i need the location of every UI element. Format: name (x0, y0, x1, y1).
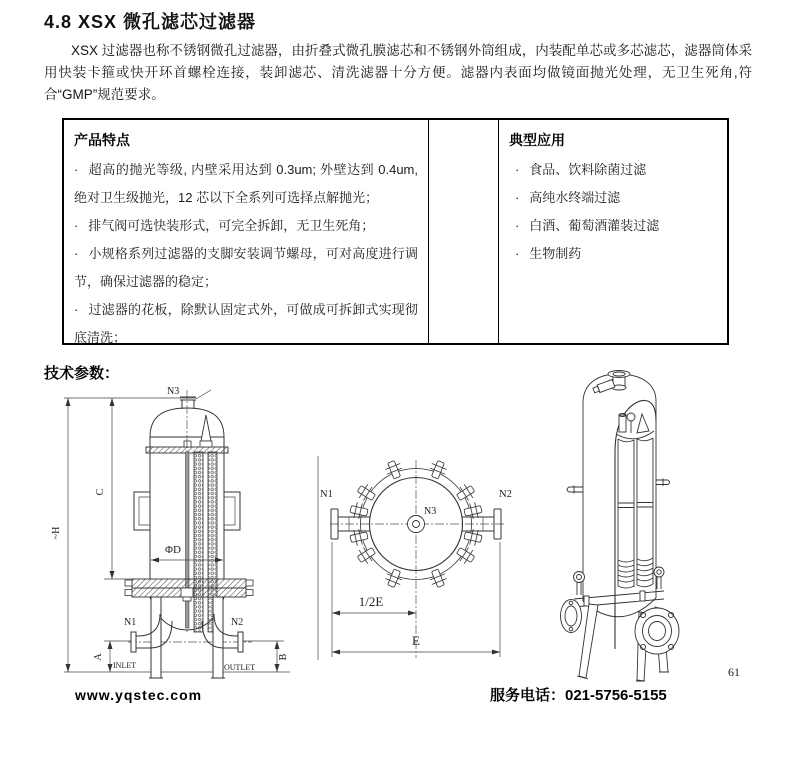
dim-label-e: E (412, 633, 420, 648)
list-item (509, 240, 717, 268)
bullet-dot: · (74, 162, 79, 177)
dim-label-h: ~H (51, 526, 62, 540)
side-view-drawing (40, 378, 310, 688)
bullet-dot: · (515, 162, 520, 177)
service-phone: 服务电话：021-5756-5155 (490, 687, 667, 704)
center-rod (186, 452, 190, 628)
features-header: 产品特点 (74, 132, 130, 148)
nozzle-n3-label: N3 (424, 506, 437, 517)
bullet-dot: · (515, 190, 520, 205)
list-item (74, 240, 418, 296)
features-applications-table (62, 118, 729, 345)
list-item (509, 212, 717, 240)
feature-text: 小规格系列过滤器的支脚安装调节螺母，可对高度进行调节，确保过滤器的稳定； (74, 246, 418, 289)
list-item (74, 156, 418, 212)
section-heading: 4.8 XSX 微孔滤芯过滤器 (44, 12, 257, 32)
inlet-label: INLET (113, 661, 137, 670)
applications-header: 典型应用 (509, 132, 565, 148)
bullet-dot: · (74, 246, 79, 261)
application-text: 高纯水终端过滤 (529, 190, 621, 205)
intro-paragraph: XSX 过滤器也称不锈钢微孔过滤器，由折叠式微孔膜滤芯和不锈钢外筒组成，内装配单芯或多芯滤芯，滤器筒体采用快装卡箍或快开环首螺栓连接，装卸滤芯、清洗滤器十分方便。滤器内表面均做镜面抛光处理，无卫生死角,符合“GMP”规范要求。 (44, 43, 752, 102)
bullet-dot: · (515, 218, 520, 233)
list-item (74, 296, 418, 352)
page-number: 61 (728, 665, 740, 679)
outlet-label: OUTLET (224, 663, 256, 672)
nozzle-n1-label: N1 (320, 489, 333, 500)
table-cell-gap (429, 120, 499, 343)
filter-cartridge (194, 452, 203, 632)
feature-text: 超高的抛光等级, 内壁采用达到 0.3um; 外壁达到 0.4um, 绝对卫生级抛光，12 芯以下全系列可选择点解抛光； (74, 162, 418, 205)
dim-label-c: C (95, 488, 106, 496)
application-text: 食品、饮料除菌过滤 (529, 162, 647, 177)
table-cell-applications (499, 120, 727, 343)
bullet-dot: · (74, 218, 79, 233)
nozzle-n1-label: N1 (124, 617, 137, 628)
bullet-dot: · (515, 246, 520, 261)
nozzle-n3-label: N3 (167, 386, 180, 397)
feature-text: 排气阀可选快装形式，可完全拆卸，无卫生死角； (88, 218, 375, 233)
application-text: 白酒、葡萄酒灌装过滤 (529, 218, 660, 233)
dim-label-half-e: 1/2E (358, 594, 384, 609)
dim-label-b: B (278, 653, 289, 661)
applications-list (509, 156, 717, 268)
list-item (509, 184, 717, 212)
nozzle-n2-label: N2 (499, 489, 512, 500)
feature-text: 过滤器的花板，除默认固定式外，可做成可拆卸式实现彻底清洗； (74, 302, 418, 345)
dim-label-a: A (93, 653, 104, 661)
list-item (74, 212, 418, 240)
dim-label-diameter: ΦD (165, 544, 181, 556)
application-text: 生物制药 (529, 246, 582, 261)
top-view-drawing (305, 448, 520, 665)
nozzle-n2-label: N2 (231, 617, 244, 628)
list-item (509, 156, 717, 184)
tech-params-label: 技术参数： (44, 365, 120, 382)
table-cell-features (64, 120, 429, 343)
website-url: www.yqstec.com (75, 687, 203, 703)
features-list (74, 156, 418, 352)
bullet-dot: · (74, 302, 79, 317)
isometric-view-drawing (548, 353, 753, 705)
